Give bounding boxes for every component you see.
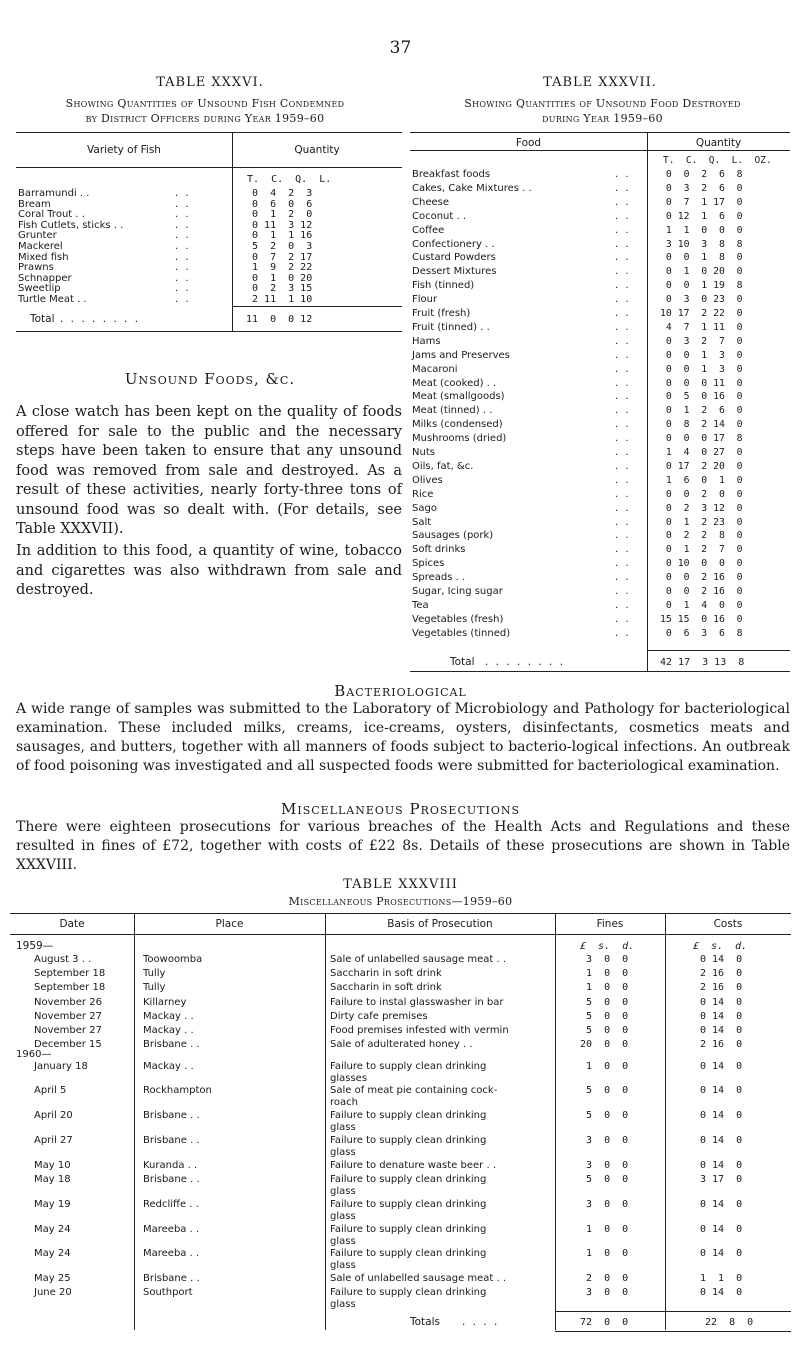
table38-row-date: April 5: [34, 1085, 67, 1096]
table37-row-leader: . .: [615, 544, 631, 556]
table37-row-name: Cakes, Cake Mixtures . .: [412, 182, 532, 194]
table37-row-leader: . .: [615, 419, 631, 431]
table36-row-quantity: 0 1 0 20: [246, 272, 313, 284]
table37-total: 42 17 3 13 8: [660, 657, 745, 668]
table38-row-fine: 1 0 0: [580, 1224, 629, 1235]
table38-row-cost: 0 14 0: [700, 1224, 743, 1235]
table37-row-leader: . .: [615, 433, 631, 445]
table37-row-quantity: 0 6 3 6 8: [660, 627, 743, 639]
table38-row-date: January 18: [34, 1061, 88, 1072]
table38-row-basis-cont: glasses: [330, 1073, 368, 1084]
table38-row-cost: 0 14 0: [700, 997, 743, 1008]
table37-row-quantity: 0 0 0 17 8: [660, 433, 743, 445]
table37-row-name: Jams and Preserves: [412, 349, 510, 361]
table38-row-basis: Failure to supply clean drinking: [330, 1174, 487, 1185]
table38-total-fines: 72 0 0: [580, 1317, 629, 1328]
table38-row-basis: Sale of unlabelled sausage meat . .: [330, 954, 507, 965]
table38-row-date: December 15: [34, 1039, 102, 1050]
table36-total-label: Total: [30, 313, 55, 325]
table38-row-cost: 0 14 0: [700, 1025, 743, 1036]
table37-title: TABLE XXXVII.: [543, 75, 657, 90]
table37-row-leader: . .: [615, 391, 631, 403]
table37-row-name: Vegetables (fresh): [412, 613, 504, 625]
table38-col-place: Place: [215, 918, 244, 930]
table37-row-leader: . .: [615, 169, 631, 180]
table38-col-fines: Fines: [596, 918, 624, 930]
unsound-heading: Unsound Foods, &c.: [124, 370, 296, 388]
bacteriological-para: A wide range of samples was submitted to the Laboratory of Microbiology and Pathology for bacteriological examination. These included milks, creams, ice-creams, oysters, disinfectants, cosmetics meats and sausages, and butters, together with all manners of foods subject to bacterio-logical infections. An outbreak of food poisoning was investigated and all suspected foods were submitted for bacteriological examination.: [16, 701, 790, 774]
prosecutions-para: There were eighteen prosecutions for various breaches of the Health Acts and Regulations and these resulted in fines of £72, together with costs of £22 8s. Details of these prosecutions are shown in Table XXXVIII.: [16, 819, 790, 873]
table37-row-leader: . .: [615, 405, 631, 417]
table38-row-place: Brisbane . .: [143, 1174, 200, 1185]
table38-row-cost: 0 14 0: [700, 1160, 743, 1171]
table37-row-quantity: 0 12 1 6 0: [660, 210, 743, 222]
table37-row-leader: . .: [615, 377, 631, 389]
table38-row-cost: 1 1 0: [700, 1273, 743, 1284]
table38-row-cost: 0 14 0: [700, 1248, 743, 1259]
table38-row-place: Mackay . .: [143, 1025, 194, 1036]
table37-row-name: Hams: [412, 335, 441, 347]
table38-row-basis-cont: glass: [330, 1122, 356, 1133]
table38-row-fine: 3 0 0: [580, 1199, 629, 1210]
table37-row-name: Sago: [412, 502, 437, 514]
table37-row-leader: . .: [615, 586, 631, 597]
table38-row-place: Tully: [143, 968, 166, 979]
table37-row-name: Tea: [412, 599, 429, 611]
table37-row-name: Coffee: [412, 224, 445, 236]
table37-row-quantity: 0 2 3 12 0: [660, 502, 743, 514]
table38-row-date: August 3 . .: [34, 954, 92, 965]
table37-row-name: Spreads . .: [412, 572, 466, 584]
table37-col-food: Food: [515, 137, 542, 149]
table37-row-leader: . .: [615, 280, 631, 292]
page-number: 37: [389, 38, 412, 58]
table37-row-quantity: 0 1 2 23 0: [660, 516, 743, 528]
table38-row-place: Mareeba . .: [143, 1224, 200, 1235]
table37-total-label: Total: [450, 656, 475, 668]
table37-row-name: Rice: [412, 488, 434, 500]
table38-row-basis-cont: glass: [330, 1299, 356, 1310]
table38-row-place: Brisbane . .: [143, 1135, 200, 1146]
table36-row-quantity: 0 4 2 3: [246, 188, 313, 199]
table38-caption: Miscellaneous Prosecutions—1959–60: [288, 895, 513, 908]
table37-row-name: Dessert Mixtures: [412, 266, 497, 278]
table36-units: T. C. Q. L.: [247, 174, 332, 185]
table38-total-costs: 22 8 0: [705, 1317, 754, 1328]
table38-row-fine: 2 0 0: [580, 1273, 629, 1284]
table36-row-name: Mackerel: [18, 241, 63, 252]
table37-row-quantity: 10 17 2 22 0: [660, 308, 743, 319]
table36-caption-2: by District Officers during Year 1959–60: [85, 112, 325, 125]
table38-year-1960: 1960—: [16, 1049, 52, 1060]
table37-row-quantity: 0 0 1 19 8: [660, 280, 743, 292]
table37-row-name: Olives: [412, 474, 443, 486]
table38-row-basis: Failure to supply clean drinking: [330, 1135, 487, 1146]
table36-caption-1: Showing Quantities of Unsound Fish Condemned: [65, 97, 345, 110]
table38-row-date: September 18: [34, 968, 106, 979]
table36-total: 11 0 0 12: [246, 314, 313, 325]
table36-row-name: Schnapper: [18, 272, 72, 284]
table37-row-quantity: 0 1 2 6 0: [660, 405, 743, 417]
table38-year-1959: 1959—: [16, 940, 54, 952]
table36-row-quantity: 0 2 3 15: [246, 283, 313, 295]
table37-row-leader: . .: [615, 488, 631, 500]
document-page: 37 TABLE XXXVI. Showing Quantities of Unsound Fish Condemned by District Officers during Year 1959–60 Variety of Fish Quantity T. C. Q. L. Barramundi . . . . 0 4 2 3 Bream . . 0 6 0 6 Coral Trout . . . . 0 1 2 0 Fish Cutlets, sticks . . . . 0 11 3 12 Grunter . . 0 1 1 16 Mackerel . . 5 2 0 3 Mixed fish . . 0 7 2 17 Prawns . . 1 9 2 22 Schnapper . . 0 1 0 20 Sweetlip . . 0 2 3 15 Turtle Meat . . . . 2 11 1 10 Total . . . . . . . . 11 0 0 12 Unsound Foods, &c. A close watch has been kept on the quality of foods offered for sale to the public and the necessary steps have been taken to ensure that any unsound food was removed from sale and destroyed. As a result of these activities, nearly forty-three tons of unsound food was so dealt with. (For details, see Table XXXVII). In addition to this food, a quantity of wine, tobacco and cigarettes was also withdrawn from sale and destroyed. TABLE XXXVII. Showing Quantities of Unsound Food Destroyed during Year 1959–60 Food Quantity T. C. Q. L. OZ. Breakfast foods . . 0 0 2 6 8 Cakes, Cake Mixtures . . . . 0 3 2 6 0 Cheese . . 0 7 1 17 0 Coconut . . . . 0 12 1 6 0 Coffee . . 1 1 0 0 0 Confectionery . . . . 3 10 3 8 8 Custard Powders . . 0 0 1 8 0 Dessert Mixtures . . 0 1 0 20 0 Fish (tinned) . . 0 0 1 19 8 Flour . . 0 3 0 23 0 Fruit (fresh) . . 10 17 2 22 0 Fruit (tinned) . . . . 4 7 1 11 0 Hams . . 0 3 2 7 0 Jams and Preserves . . 0 0 1 3 0 Macaroni . . 0 0 1 3 0 Meat (cooked) . . . . 0 0 0 11 0 Meat (smallgoods) . . 0 5 0 16 0 Meat (tinned) . . . . 0 1 2 6 0 Milks (condensed) . . 0 8 2 14 0 Mushrooms (dried) . . 0 0 0 17 8 Nuts . . 1 4 0 27 0 Oils, fat, &c. . . 0 17 2 20 0 Olives . . 1 6 0 1 0 Rice . . 0 0 2 0 0 Sago . . 0 2 3 12 0 Salt . . 0 1 2 23 0 Sausages (pork) . . 0 2 2 8 0 Soft drinks . . 0 1 2 7 0 Spices . . 0 10 0 0 0 Spreads . . . . 0 0 2 16 0 Sugar, Icing sugar . . 0 0 2 16 0 Tea . . 0 1 4 0 0 Vegetables (fresh) . . 15 15 0 16 0 Vegetables (tinned) . . 0 6 3 6 8 Total . . . . . . . . 42 17 3 13 8 Bacteriological A wide range of samples was submitted to the Laboratory of Microbiology and Pathology for bacteriological examination. These included milks, creams, ice-creams, oysters, disinfectants, cosmetics meats and sausages, and butters, together with all manners of foods subject to bacterio-logical infections. An outbreak of food poisoning was investigated and all suspected foods were submitted for bacteriological examination. Miscellaneous Prosecutions There were eighteen prosecutions for various breaches of the Health Acts and Regulations and these resulted in fines of £72, together with costs of £22 8s. Details of these prosecutions are shown in Table XXXVIII. TABLE XXXVIII Miscellaneous Prosecutions—1959–60 Date Place Basis of Prosecution Fines Costs 1959— £ s. d. £ s. d. August 3 . . Toowoomba Sale of unlabelled sausage meat . . 3 0 0 0 14 0 September 18 Tully Saccharin in soft drink 1 0 0 2 16 0 September 18 Tully Saccharin in soft drink 1 0 0 2 16 0 November 26 Killarney Failure to instal glasswasher in bar 5 0 0 0 14 0 November 27 Mackay . . Dirty cafe premises 5 0 0 0 14 0 November 27 Mackay . . Food premises infested with vermin 5 0 0 0 14 0 December 15 Brisbane . . Sale of adulterated honey . . 20 0 0 2 16 0 January 18 Mackay . . Failure to supply clean drinking glasses 1 0 0 0 14 0 April 5 Rockhampton Sale of meat pie containing cock- roach 5 0 0 0 14 0 April 20 Brisbane . . Failure to supply clean drinking glass 5 0 0 0 14 0 April 27 Brisbane . . Failure to supply clean drinking glass 3 0 0 0 14 0 May 10 Kuranda . . Failure to denature waste beer . . 3 0 0 0 14 0 May 18 Brisbane . . Failure to supply clean drinking glass 5 0 0 3 17 0 May 19 Redcliffe . . Failure to supply clean drinking glass 3 0 0 0 14 0 May 24 Mareeba . . Failure to supply clean drinking glass 1 0 0 0 14 0 May 24 Mareeba . . Failure to supply clean drinking glass 1 0 0 0 14 0 May 25 Brisbane . . Sale of unlabelled sausage meat . . 2 0 0 1 1 0 June 20 Southport Failure to supply clean drinking glass 3 0 0 0 14 0 1960— Totals . . . . 72 0 0 22 8 0: [0, 0, 801, 1350]
table37-row-leader: . .: [615, 210, 631, 222]
table38-row-place: Redcliffe . .: [143, 1199, 199, 1210]
table37-row-quantity: 0 10 0 0 0: [660, 558, 743, 570]
table38-row-fine: 3 0 0: [580, 954, 629, 965]
table36-title: TABLE XXXVI.: [156, 75, 264, 90]
table38-row-place: Brisbane . .: [143, 1039, 200, 1050]
prosecutions-heading: Miscellaneous Prosecutions: [281, 800, 520, 818]
table37-row-leader: . .: [615, 502, 631, 514]
table38-row-date: May 18: [34, 1174, 71, 1185]
table36-row-name: Grunter: [18, 230, 57, 242]
table37-row-quantity: 0 0 1 8 0: [660, 252, 743, 264]
table38-row-place: Mareeba . .: [143, 1248, 200, 1259]
table38-row-cost: 0 14 0: [700, 1085, 743, 1096]
table38-row-cost: 0 14 0: [700, 1287, 743, 1298]
table38-row-basis: Saccharin in soft drink: [330, 982, 442, 993]
table38-row-place: Brisbane . .: [143, 1110, 200, 1121]
table37-caption-1: Showing Quantities of Unsound Food Destroyed: [464, 97, 741, 110]
table37-row-leader: . .: [615, 613, 631, 625]
table38-row-date: November 27: [34, 1025, 102, 1036]
table36-row-name: Barramundi . .: [18, 188, 90, 199]
table37-row-name: Breakfast foods: [412, 169, 491, 180]
table37-row-quantity: 0 0 2 16 0: [660, 572, 743, 584]
table37-row-name: Flour: [412, 294, 438, 306]
table37-row-quantity: 0 3 0 23 0: [660, 294, 743, 306]
table38-row-basis-cont: glass: [330, 1236, 356, 1247]
table37-row-quantity: 0 1 4 0 0: [660, 599, 743, 611]
table37-row-name: Sausages (pork): [412, 530, 494, 542]
table37-row-quantity: 1 4 0 27 0: [660, 447, 743, 458]
table38-row-fine: 1 0 0: [580, 1248, 629, 1259]
table38-row-basis: Failure to denature waste beer . .: [330, 1160, 496, 1171]
table38-row-fine: 3 0 0: [580, 1135, 629, 1146]
table37-row-leader: . .: [615, 349, 631, 361]
table37-row-name: Coconut . .: [412, 210, 467, 222]
table36-row-quantity: 2 11 1 10: [246, 294, 313, 305]
table37-row-name: Mushrooms (dried): [412, 433, 507, 445]
table38-row-fine: 5 0 0: [580, 1025, 629, 1036]
table38-row-cost: 2 16 0: [700, 982, 743, 993]
table37-row-quantity: 0 3 2 7 0: [660, 335, 743, 347]
table38-row-date: April 27: [34, 1135, 73, 1146]
table36-row-quantity: 0 7 2 17: [246, 251, 313, 263]
table38-row-cost: 3 17 0: [700, 1174, 743, 1185]
table36-row-leader: . .: [175, 198, 191, 210]
table36-row-quantity: 5 2 0 3: [246, 241, 313, 252]
table38-row-place: Killarney: [143, 997, 187, 1008]
table38-row-basis: Failure to instal glasswasher in bar: [330, 997, 504, 1008]
unsound-para-1: A close watch has been kept on the quality of foods offered for sale to the public and the necessary steps have been taken to ensure that any unsound food was removed from sale and destroyed. As a result of these activities, nearly forty-three tons of unsound food was so dealt with. (For details, see Table XXXVII).: [16, 404, 402, 537]
table37-row-quantity: 0 0 2 0 0: [660, 488, 743, 500]
table38-row-date: May 24: [34, 1248, 71, 1259]
table36-row-name: Prawns: [18, 262, 54, 274]
table38-row-basis: Sale of unlabelled sausage meat . .: [330, 1273, 507, 1284]
table37-row-leader: . .: [615, 224, 631, 236]
table38-row-basis: Failure to supply clean drinking: [330, 1199, 487, 1210]
table37-row-leader: . .: [615, 266, 631, 278]
table37-row-leader: . .: [615, 252, 631, 264]
table38-row-fine: 3 0 0: [580, 1287, 629, 1298]
table37-row-leader: . .: [615, 599, 631, 611]
table37-row-leader: . .: [615, 321, 631, 333]
table37-row-quantity: 0 0 1 3 0: [660, 349, 743, 361]
table38-row-place: Kuranda . .: [143, 1160, 198, 1171]
table37-row-leader: . .: [615, 363, 631, 375]
table38-row-date: May 10: [34, 1160, 71, 1171]
table38-row-fine: 5 0 0: [580, 997, 629, 1008]
table36-row-name: Turtle Meat . .: [18, 294, 87, 305]
table37-row-quantity: 0 8 2 14 0: [660, 419, 743, 431]
table38-row-basis: Sale of meat pie containing cock-: [330, 1085, 498, 1096]
table37-row-quantity: 0 7 1 17 0: [660, 196, 743, 208]
table37-row-name: Soft drinks: [412, 544, 466, 556]
table37-row-name: Fruit (fresh): [412, 308, 471, 319]
table37-row-name: Fish (tinned): [412, 280, 475, 292]
table37-row-name: Fruit (tinned) . .: [412, 321, 490, 333]
table38-row-basis: Failure to supply clean drinking: [330, 1248, 487, 1259]
table37-row-name: Spices: [412, 558, 445, 570]
table37-row-leader: . .: [615, 627, 631, 639]
table37-row-name: Vegetables (tinned): [412, 627, 511, 639]
table37-row-name: Sugar, Icing sugar: [412, 586, 503, 597]
table38-row-fine: 1 0 0: [580, 1061, 629, 1072]
table36-row-leader: . .: [175, 241, 191, 252]
table36-row-leader: . .: [175, 262, 191, 274]
table36-row-quantity: 0 11 3 12: [246, 219, 313, 231]
table38-row-fine: 1 0 0: [580, 968, 629, 979]
table38-row-fine: 5 0 0: [580, 1110, 629, 1121]
table37-row-leader: . .: [615, 447, 631, 458]
table36-row-quantity: 0 1 1 16: [246, 230, 313, 242]
table38-row-basis: Failure to supply clean drinking: [330, 1224, 487, 1235]
table38-row-basis: Food premises infested with vermin: [330, 1025, 509, 1036]
table38-row-basis: Saccharin in soft drink: [330, 968, 442, 979]
table38-col-basis: Basis of Prosecution: [387, 918, 493, 930]
table38-title: TABLE XXXVIII: [343, 877, 458, 892]
table37-row-quantity: 0 1 2 7 0: [660, 544, 743, 556]
table38-row-basis: Failure to supply clean drinking: [330, 1287, 487, 1298]
table37-row-leader: . .: [615, 294, 631, 306]
table38-row-basis: Dirty cafe premises: [330, 1011, 428, 1022]
table38-row-date: June 20: [34, 1287, 72, 1298]
table37-units: T. C. Q. L. OZ.: [663, 155, 772, 166]
table36-row-leader: . .: [175, 283, 191, 295]
table37-row-quantity: 3 10 3 8 8: [660, 238, 743, 250]
table38-row-basis-cont: glass: [330, 1211, 356, 1222]
table36-row-name: Fish Cutlets, sticks . .: [18, 219, 124, 231]
table37-row-leader: . .: [615, 572, 631, 584]
table36-row-leader: . .: [175, 188, 191, 199]
bacteriological-heading: Bacteriological: [334, 682, 467, 700]
table38-row-fine: 20 0 0: [580, 1039, 629, 1050]
table37-row-name: Meat (tinned) . .: [412, 405, 493, 417]
table38-total-label: Totals: [410, 1316, 440, 1328]
table38-row-cost: 0 14 0: [700, 954, 743, 965]
table37-row-name: Confectionery . .: [412, 238, 495, 250]
table37-row-name: Oils, fat, &c.: [412, 460, 474, 472]
table38-row-place: Rockhampton: [143, 1085, 212, 1096]
table38-row-basis-cont: roach: [330, 1097, 358, 1108]
table38-row-date: September 18: [34, 982, 106, 993]
unsound-para-2: In addition to this food, a quantity of wine, tobacco and cigarettes was also withdrawn from sale and destroyed.: [16, 543, 402, 598]
table37-row-quantity: 15 15 0 16 0: [660, 613, 743, 625]
table37-row-name: Meat (smallgoods): [412, 391, 505, 403]
table37-row-leader: . .: [615, 530, 631, 542]
table37-row-leader: . .: [615, 182, 631, 194]
table37-row-name: Nuts: [412, 447, 435, 458]
table38-row-place: Mackay . .: [143, 1061, 194, 1072]
table37-row-name: Meat (cooked) . .: [412, 377, 497, 389]
table38-row-fine: 5 0 0: [580, 1085, 629, 1096]
table38-fines-units: £ s. d.: [580, 941, 635, 952]
table37-row-quantity: 0 3 2 6 0: [660, 182, 743, 194]
table37-row-name: Macaroni: [412, 363, 458, 375]
table37-row-quantity: 1 6 0 1 0: [660, 474, 743, 486]
table37-row-name: Cheese: [412, 196, 449, 208]
table37-row-quantity: 0 0 2 16 0: [660, 586, 743, 597]
table37-row-leader: . .: [615, 516, 631, 528]
table37-row-leader: . .: [615, 238, 631, 250]
table37-row-quantity: 0 17 2 20 0: [660, 460, 743, 472]
table38-row-date: May 24: [34, 1224, 71, 1235]
table37-row-leader: . .: [615, 308, 631, 319]
table37-row-name: Salt: [412, 516, 432, 528]
table36-row-leader: . .: [175, 230, 191, 242]
table38-row-cost: 0 14 0: [700, 1135, 743, 1146]
table38-row-basis: Failure to supply clean drinking: [330, 1061, 487, 1072]
table37-row-leader: . .: [615, 196, 631, 208]
table38-col-costs: Costs: [713, 918, 743, 930]
table38-row-basis-cont: glass: [330, 1260, 356, 1271]
table38-row-fine: 5 0 0: [580, 1174, 629, 1185]
table37-row-leader: . .: [615, 474, 631, 486]
table37-row-quantity: 4 7 1 11 0: [660, 321, 743, 333]
table38-row-cost: 2 16 0: [700, 1039, 743, 1050]
table36-row-leader: . .: [175, 209, 191, 221]
table38-row-date: May 19: [34, 1199, 71, 1210]
table38-row-place: Tully: [143, 982, 166, 993]
table38-row-cost: 2 16 0: [700, 968, 743, 979]
table38-row-basis: Sale of adulterated honey . .: [330, 1039, 473, 1050]
table36-row-leader: . .: [175, 219, 191, 231]
table38-row-cost: 0 14 0: [700, 1061, 743, 1072]
table37-row-name: Milks (condensed): [412, 419, 503, 431]
table38-row-date: May 25: [34, 1273, 71, 1284]
table36-row-leader: . .: [175, 294, 191, 305]
table38-row-fine: 5 0 0: [580, 1011, 629, 1022]
table36-col-variety: Variety of Fish: [87, 144, 161, 156]
table38-row-basis-cont: glass: [330, 1147, 356, 1158]
table37-row-leader: . .: [615, 335, 631, 347]
table38-row-basis: Failure to supply clean drinking: [330, 1110, 487, 1121]
table38-costs-units: £ s. d.: [693, 941, 748, 952]
table37-row-quantity: 0 0 0 11 0: [660, 377, 743, 389]
table36-row-quantity: 0 6 0 6: [246, 198, 313, 210]
table38-row-fine: 3 0 0: [580, 1160, 629, 1171]
table37-row-quantity: 1 1 0 0 0: [660, 224, 743, 236]
table38-row-date: April 20: [34, 1110, 73, 1121]
table38-row-basis-cont: glass: [330, 1186, 356, 1197]
table37-caption-2: during Year 1959–60: [542, 112, 663, 125]
table37-row-name: Custard Powders: [412, 252, 496, 264]
table36-row-name: Bream: [18, 198, 51, 210]
table37-row-quantity: 0 0 2 6 8: [660, 169, 743, 180]
table38-row-date: November 26: [34, 997, 102, 1008]
table36-row-name: Sweetlip: [18, 283, 61, 295]
table36-row-quantity: 0 1 2 0: [246, 209, 313, 221]
table36-row-quantity: 1 9 2 22: [246, 262, 313, 274]
table37-row-leader: . .: [615, 460, 631, 472]
table38-row-place: Mackay . .: [143, 1011, 194, 1022]
table38-row-cost: 0 14 0: [700, 1110, 743, 1121]
table36-col-quantity: Quantity: [294, 144, 340, 156]
table36-row-name: Mixed fish: [18, 251, 69, 263]
table38-row-place: Brisbane . .: [143, 1273, 200, 1284]
table38-row-fine: 1 0 0: [580, 982, 629, 993]
table37-row-quantity: 0 1 0 20 0: [660, 266, 743, 278]
table36-row-leader: . .: [175, 251, 191, 263]
table36-row-name: Coral Trout . .: [18, 209, 85, 221]
table38-row-place: Southport: [143, 1287, 193, 1298]
table37-row-leader: . .: [615, 558, 631, 570]
table38-row-place: Toowoomba: [143, 954, 203, 965]
table38-row-cost: 0 14 0: [700, 1199, 743, 1210]
table38-row-date: November 27: [34, 1011, 102, 1022]
table37-row-quantity: 0 0 1 3 0: [660, 363, 743, 375]
table36-row-leader: . .: [175, 272, 191, 284]
table37-col-quantity: Quantity: [695, 137, 742, 149]
table38-col-date: Date: [59, 918, 85, 930]
table38-row-cost: 0 14 0: [700, 1011, 743, 1022]
table37-row-quantity: 0 5 0 16 0: [660, 391, 743, 403]
table37-row-quantity: 0 2 2 8 0: [660, 530, 743, 542]
